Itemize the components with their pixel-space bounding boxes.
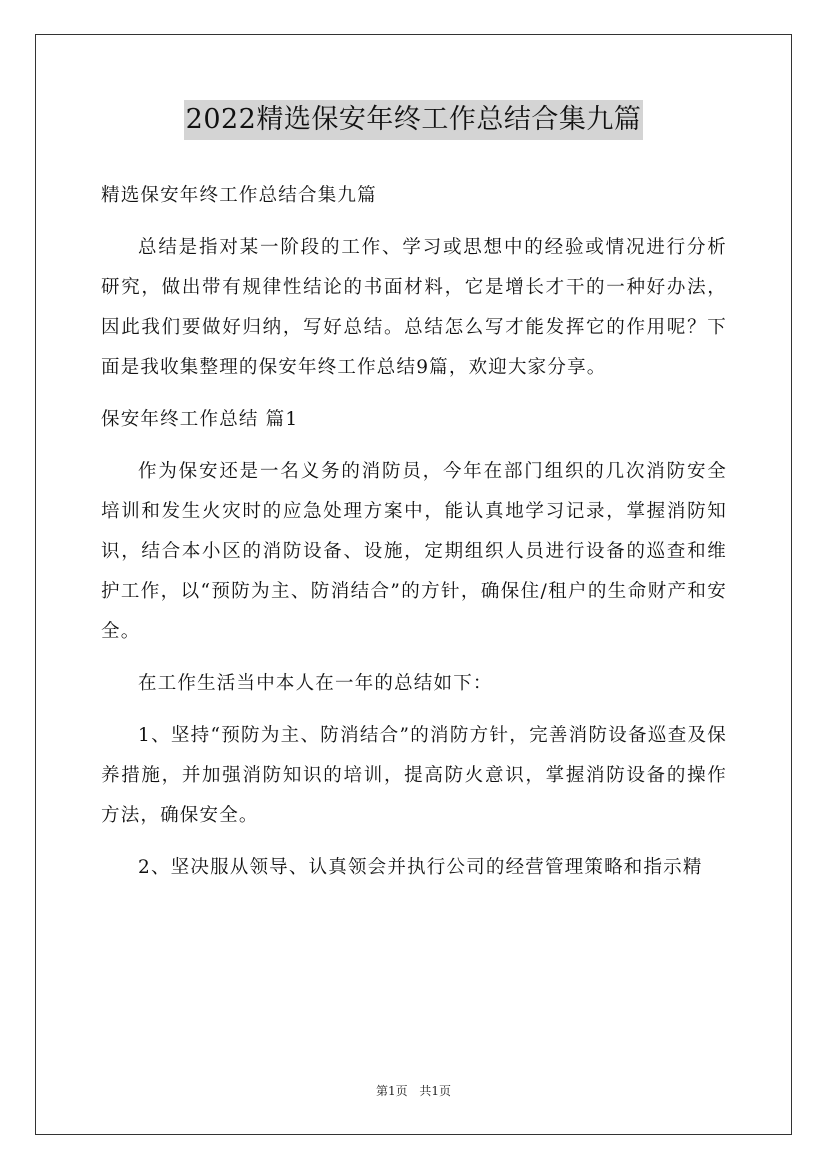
list-item-paragraph: 2、坚决服从领导、认真领会并执行公司的经营管理策略和指示精	[138, 857, 703, 878]
body-paragraph: 在工作生活当中本人在一年的总结如下：	[138, 673, 493, 694]
page-total: 共1页	[419, 1084, 452, 1098]
body-paragraph: 作为保安还是一名义务的消防员，今年在部门组织的几次消防安全培训和发生火灾时的应急处理方案中，能认真地学习记录，掌握消防知识，结合本小区的消防设备、设施，定期组织人员进行设备的巡查和维护工作，以“预防为主、防消结合”的方针，确保住/租户的生命财产和安全。	[101, 461, 727, 642]
page-footer	[0, 1082, 827, 1099]
document-title: 2022精选保安年终工作总结合集九篇	[184, 100, 644, 140]
list-item-paragraph: 1、坚持“预防为主、防消结合”的消防方针，完善消防设备巡查及保养措施，并加强消防知识的培训，提高防火意识，掌握消防设备的操作方法，确保安全。	[101, 725, 727, 826]
page-number: 第1页	[375, 1084, 408, 1098]
intro-paragraph: 总结是指对某一阶段的工作、学习或思想中的经验或情况进行分析研究，做出带有规律性结论的书面材料，它是增长才干的一种好办法，因此我们要做好归纳，写好总结。总结怎么写才能发挥它的作用呢？下面是我收集整理的保安年终工作总结9篇，欢迎大家分享。	[101, 237, 727, 378]
title-wrap	[0, 100, 827, 140]
subtitle-paragraph: 精选保安年终工作总结合集九篇	[101, 185, 377, 206]
section-heading: 保安年终工作总结 篇1	[101, 409, 299, 430]
document-body	[101, 176, 727, 900]
